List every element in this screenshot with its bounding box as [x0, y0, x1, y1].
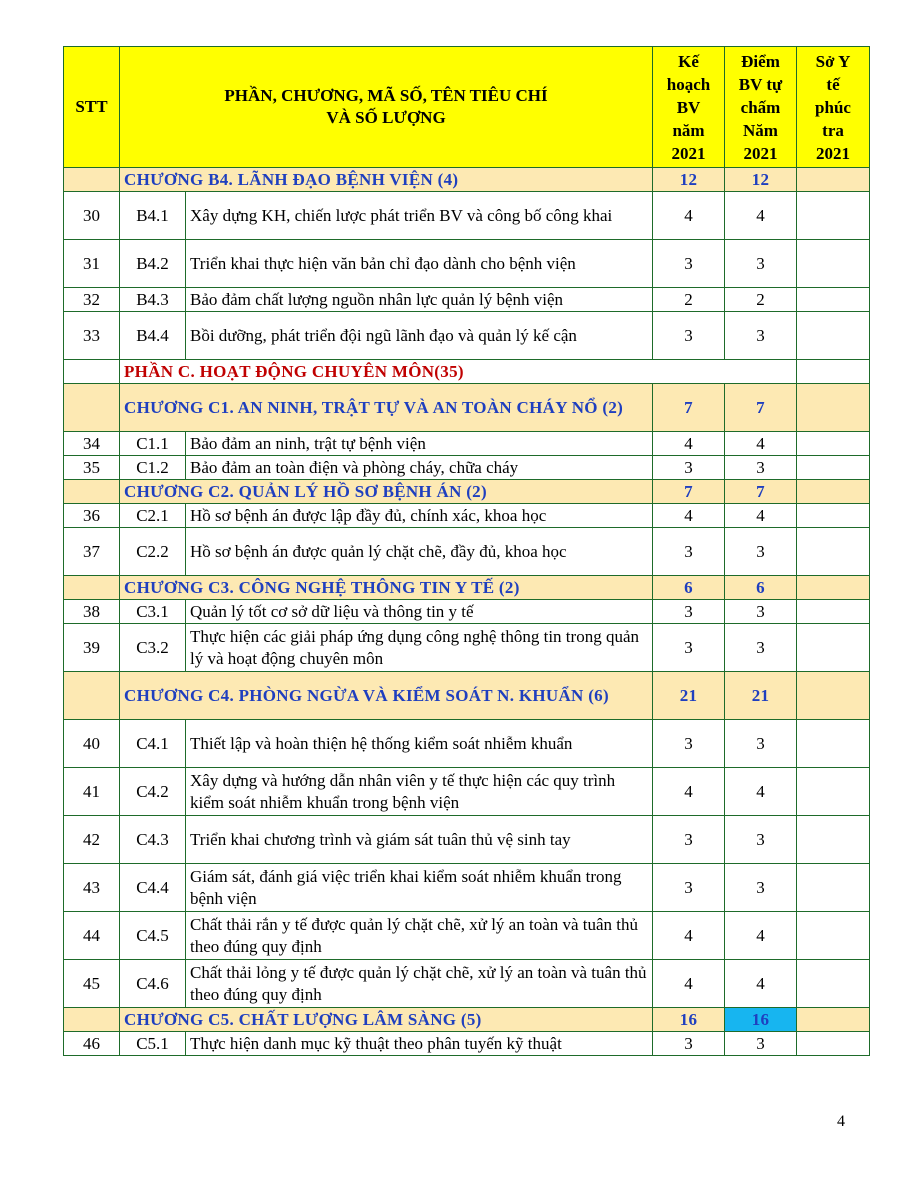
review-score	[797, 288, 870, 312]
table-row	[64, 504, 870, 528]
chapter-review-cell	[797, 168, 870, 192]
header-plan	[653, 47, 725, 168]
self-score: 3	[725, 720, 797, 768]
review-score	[797, 504, 870, 528]
criterion-code: C1.1	[120, 432, 186, 456]
table-row	[64, 1032, 870, 1056]
row-stt: 41	[64, 768, 120, 816]
row-stt: 31	[64, 240, 120, 288]
chapter-title: CHƯƠNG C3. CÔNG NGHỆ THÔNG TIN Y TẾ (2)	[120, 576, 653, 600]
self-score: 4	[725, 912, 797, 960]
criterion-name: Quản lý tốt cơ sở dữ liệu và thông tin y tế	[186, 600, 653, 624]
table-row	[64, 456, 870, 480]
header-plan-line: hoạch	[666, 74, 711, 94]
chapter-review-cell	[797, 576, 870, 600]
review-score	[797, 912, 870, 960]
plan-score: 3	[653, 816, 725, 864]
plan-score: 4	[653, 912, 725, 960]
plan-score: 3	[653, 312, 725, 360]
criterion-name: Bồi dưỡng, phát triển đội ngũ lãnh đạo và quản lý kế cận	[186, 312, 653, 360]
row-stt: 45	[64, 960, 120, 1008]
chapter-row	[64, 480, 870, 504]
header-plan-line: Kế	[678, 51, 699, 71]
table-row	[64, 624, 870, 672]
criterion-code: C4.4	[120, 864, 186, 912]
row-stt: 46	[64, 1032, 120, 1056]
criterion-name: Triển khai chương trình và giám sát tuân thủ vệ sinh tay	[186, 816, 653, 864]
plan-score: 3	[653, 624, 725, 672]
self-score: 4	[725, 432, 797, 456]
chapter-row	[64, 1008, 870, 1032]
table-row	[64, 864, 870, 912]
empty-cell	[64, 480, 120, 504]
review-score	[797, 816, 870, 864]
chapter-self-total: 7	[725, 384, 797, 432]
chapter-plan-total: 21	[653, 672, 725, 720]
criterion-code: B4.2	[120, 240, 186, 288]
plan-score: 3	[653, 240, 725, 288]
criterion-code: C4.6	[120, 960, 186, 1008]
criteria-table	[63, 46, 870, 1056]
header-self-line: Điểm	[741, 51, 780, 71]
criterion-code: C4.1	[120, 720, 186, 768]
criterion-name: Thực hiện các giải pháp ứng dụng công nghệ thông tin trong quản lý và hoạt động chuyên môn	[186, 624, 653, 672]
table-row	[64, 912, 870, 960]
part-title: PHẦN C. HOẠT ĐỘNG CHUYÊN MÔN(35)	[120, 360, 797, 384]
review-score	[797, 624, 870, 672]
self-score: 3	[725, 312, 797, 360]
criterion-code: B4.1	[120, 192, 186, 240]
table-row	[64, 432, 870, 456]
row-stt: 35	[64, 456, 120, 480]
empty-cell	[64, 1008, 120, 1032]
self-score: 3	[725, 528, 797, 576]
chapter-row	[64, 672, 870, 720]
empty-cell	[64, 168, 120, 192]
plan-score: 4	[653, 768, 725, 816]
plan-score: 4	[653, 432, 725, 456]
criterion-name: Hồ sơ bệnh án được quản lý chặt chẽ, đầy đủ, khoa học	[186, 528, 653, 576]
chapter-self-total: 21	[725, 672, 797, 720]
self-score: 3	[725, 600, 797, 624]
self-score: 3	[725, 1032, 797, 1056]
criterion-code: C5.1	[120, 1032, 186, 1056]
self-score: 3	[725, 816, 797, 864]
plan-score: 4	[653, 192, 725, 240]
plan-score: 3	[653, 456, 725, 480]
review-score	[797, 312, 870, 360]
criterion-name: Bảo đảm an ninh, trật tự bệnh viện	[186, 432, 653, 456]
table-row	[64, 600, 870, 624]
table-row	[64, 720, 870, 768]
criterion-name: Xây dựng và hướng dẫn nhân viên y tế thực hiện các quy trình kiểm soát nhiễm khuẩn trong bệnh viện	[186, 768, 653, 816]
table-row	[64, 312, 870, 360]
header-self-line: 2021	[743, 143, 778, 163]
chapter-plan-total: 12	[653, 168, 725, 192]
criterion-code: C2.1	[120, 504, 186, 528]
chapter-plan-total: 16	[653, 1008, 725, 1032]
plan-score: 4	[653, 960, 725, 1008]
plan-score: 3	[653, 720, 725, 768]
table-row	[64, 768, 870, 816]
row-stt: 36	[64, 504, 120, 528]
header-title-line1: PHẦN, CHƯƠNG, MÃ SỐ, TÊN TIÊU CHÍ	[224, 86, 548, 105]
header-title	[120, 47, 653, 168]
chapter-title: CHƯƠNG C1. AN NINH, TRẬT TỰ VÀ AN TOÀN CHÁY NỔ (2)	[120, 384, 653, 432]
chapter-title: CHƯƠNG B4. LÃNH ĐẠO BỆNH VIỆN (4)	[120, 168, 653, 192]
chapter-review-cell	[797, 1008, 870, 1032]
chapter-review-cell	[797, 480, 870, 504]
part-review-cell	[797, 360, 870, 384]
empty-cell	[64, 576, 120, 600]
plan-score: 3	[653, 1032, 725, 1056]
review-score	[797, 600, 870, 624]
criterion-name: Xây dựng KH, chiến lược phát triển BV và công bố công khai	[186, 192, 653, 240]
chapter-title: CHƯƠNG C5. CHẤT LƯỢNG LÂM SÀNG (5)	[120, 1008, 653, 1032]
row-stt: 38	[64, 600, 120, 624]
row-stt: 42	[64, 816, 120, 864]
criterion-code: C4.2	[120, 768, 186, 816]
table-row	[64, 192, 870, 240]
header-review-line: 2021	[816, 143, 851, 163]
row-stt: 33	[64, 312, 120, 360]
criterion-code: C1.2	[120, 456, 186, 480]
criterion-name: Bảo đảm an toàn điện và phòng cháy, chữa cháy	[186, 456, 653, 480]
table-row	[64, 240, 870, 288]
header-title-line2: VÀ SỐ LƯỢNG	[326, 108, 446, 127]
table-row	[64, 816, 870, 864]
chapter-self-total: 7	[725, 480, 797, 504]
self-score: 4	[725, 192, 797, 240]
chapter-self-total: 6	[725, 576, 797, 600]
row-stt: 39	[64, 624, 120, 672]
chapter-review-cell	[797, 672, 870, 720]
plan-score: 3	[653, 864, 725, 912]
table-row	[64, 288, 870, 312]
review-score	[797, 960, 870, 1008]
chapter-row	[64, 576, 870, 600]
self-score: 3	[725, 240, 797, 288]
row-stt: 44	[64, 912, 120, 960]
criterion-code: B4.4	[120, 312, 186, 360]
header-review-line: tế	[826, 74, 840, 94]
criterion-code: B4.3	[120, 288, 186, 312]
empty-cell	[64, 672, 120, 720]
criterion-name: Chất thải lỏng y tế được quản lý chặt chẽ, xử lý an toàn và tuân thủ theo đúng quy định	[186, 960, 653, 1008]
criterion-code: C2.2	[120, 528, 186, 576]
row-stt: 30	[64, 192, 120, 240]
header-review	[797, 47, 870, 168]
header-self-score	[725, 47, 797, 168]
plan-score: 2	[653, 288, 725, 312]
header-self-line: Năm	[743, 120, 778, 140]
header-row	[64, 47, 870, 168]
criterion-name: Bảo đảm chất lượng nguồn nhân lực quản lý bệnh viện	[186, 288, 653, 312]
chapter-plan-total: 6	[653, 576, 725, 600]
chapter-title: CHƯƠNG C4. PHÒNG NGỪA VÀ KIỂM SOÁT N. KHUẨN (6)	[120, 672, 653, 720]
criterion-code: C4.5	[120, 912, 186, 960]
criterion-code: C3.2	[120, 624, 186, 672]
header-review-line: Sở Y	[815, 51, 851, 71]
criterion-name: Triển khai thực hiện văn bản chỉ đạo dành cho bệnh viện	[186, 240, 653, 288]
chapter-row	[64, 384, 870, 432]
self-score: 3	[725, 624, 797, 672]
chapter-plan-total: 7	[653, 384, 725, 432]
criterion-name: Hồ sơ bệnh án được lập đầy đủ, chính xác, khoa học	[186, 504, 653, 528]
plan-score: 4	[653, 504, 725, 528]
header-review-line: tra	[822, 120, 844, 140]
chapter-self-total: 12	[725, 168, 797, 192]
review-score	[797, 768, 870, 816]
review-score	[797, 864, 870, 912]
row-stt: 40	[64, 720, 120, 768]
header-plan-line: BV	[676, 97, 701, 117]
chapter-row	[64, 168, 870, 192]
review-score	[797, 240, 870, 288]
review-score	[797, 720, 870, 768]
plan-score: 3	[653, 600, 725, 624]
self-score: 3	[725, 864, 797, 912]
row-stt: 34	[64, 432, 120, 456]
row-stt: 32	[64, 288, 120, 312]
row-stt: 43	[64, 864, 120, 912]
chapter-plan-total: 7	[653, 480, 725, 504]
review-score	[797, 432, 870, 456]
chapter-review-cell	[797, 384, 870, 432]
row-stt: 37	[64, 528, 120, 576]
table-row	[64, 960, 870, 1008]
header-plan-line: 2021	[671, 143, 706, 163]
table-row	[64, 528, 870, 576]
self-score: 3	[725, 456, 797, 480]
review-score	[797, 456, 870, 480]
empty-cell	[64, 360, 120, 384]
plan-score: 3	[653, 528, 725, 576]
header-self-line: chấm	[740, 97, 781, 117]
self-score: 2	[725, 288, 797, 312]
self-score: 4	[725, 504, 797, 528]
criterion-code: C3.1	[120, 600, 186, 624]
header-stt: STT	[64, 47, 120, 168]
header-review-line: phúc	[815, 97, 851, 117]
page-number: 4	[837, 1113, 845, 1130]
review-score	[797, 1032, 870, 1056]
header-self-line: BV tự	[738, 74, 783, 94]
criterion-name: Giám sát, đánh giá việc triển khai kiểm soát nhiễm khuẩn trong bệnh viện	[186, 864, 653, 912]
self-score: 4	[725, 768, 797, 816]
criterion-name: Chất thải rắn y tế được quản lý chặt chẽ, xử lý an toàn và tuân thủ theo đúng quy định	[186, 912, 653, 960]
criterion-name: Thực hiện danh mục kỹ thuật theo phân tuyến kỹ thuật	[186, 1032, 653, 1056]
review-score	[797, 192, 870, 240]
criterion-code: C4.3	[120, 816, 186, 864]
chapter-self-total: 16	[725, 1008, 797, 1032]
part-row	[64, 360, 870, 384]
criterion-name: Thiết lập và hoàn thiện hệ thống kiểm soát nhiễm khuẩn	[186, 720, 653, 768]
chapter-title: CHƯƠNG C2. QUẢN LÝ HỒ SƠ BỆNH ÁN (2)	[120, 480, 653, 504]
empty-cell	[64, 384, 120, 432]
header-plan-line: năm	[672, 120, 705, 140]
self-score: 4	[725, 960, 797, 1008]
review-score	[797, 528, 870, 576]
